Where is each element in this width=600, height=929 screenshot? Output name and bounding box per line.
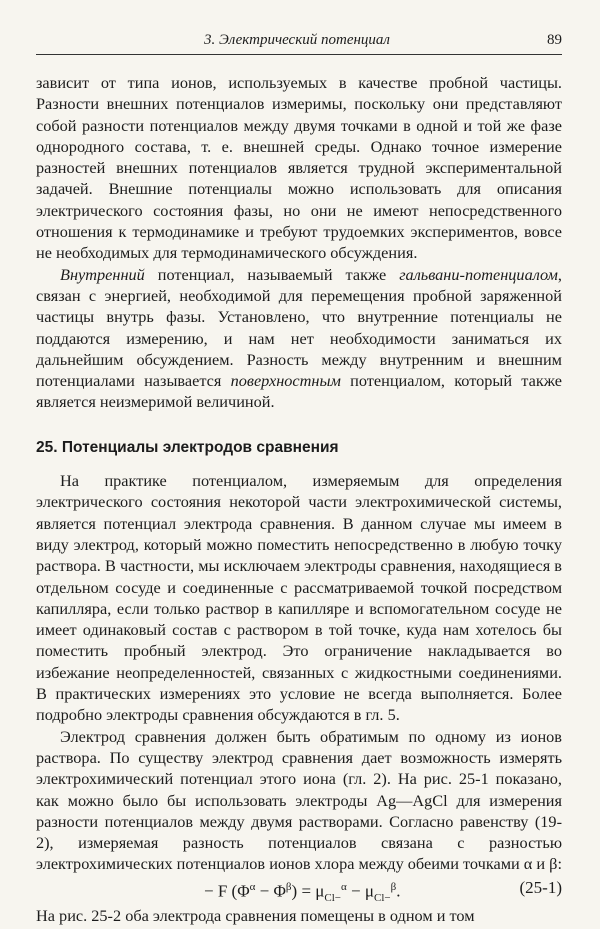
eq-sup: β (390, 880, 397, 893)
paragraph-inner-potential (36, 264, 562, 413)
text-run: потенциал, называемый также (144, 264, 400, 284)
text-run: , связан с энергией, необходимой для перемещения пробной заряженной частицы внутрь фазы. Установлено, что внутренние потенциалы не поддаются измерению, и нам нет необходимости заниматься их дальнейшим обсуждением. Разность между внутренним и внешним потенциалами называется (36, 264, 562, 391)
eq-part: − μ (346, 881, 374, 901)
text-run: потенциалом, который также является неизмеримой величиной. (36, 371, 562, 412)
eq-sub: Cl− (373, 891, 391, 904)
eq-part: − Φ (255, 881, 286, 901)
equation-number: (25-1) (519, 877, 562, 897)
eq-part: . (396, 881, 401, 901)
paragraph-last: На рис. 25-2 оба электрода сравнения помещены в одном и том (36, 905, 475, 925)
section-heading: 25. Потенциалы электродов сравнения (36, 438, 339, 456)
page-number: 89 (547, 32, 562, 48)
running-header (36, 30, 562, 55)
eq-part: ) = μ (291, 881, 325, 901)
paragraph-practice: На практике потенциалом, измеряемым для определения электрического состояния некоторой части электрохимической системы, является потенциал электрода сравнения. В данном случае мы имеем в виду электрод, который можно поместить непосредственно в любую точку раствора. В частности, мы исключаем электроды сравнения, находящиеся в отдельном сосуде и соединенные с рассматриваемой точкой посредством капилляра, если только раствор в капилляре и вспомогательном сосуде не имеет одинаковый состав с раствором в той точке, куда нам хотелось бы поместить пробный электрод. Это ограничение накладывается во избежание неопределенностей, связанных с жидкостными соединениями. В практических измерениях это условие не всегда выполняется. Более подробно электроды сравнения обсуждаются в гл. 5. (36, 471, 562, 725)
eq-sup-beta: β (285, 880, 292, 893)
equation-25-1 (36, 877, 562, 903)
paragraph-reference-electrode: Электрод сравнения должен быть обратимым по одному из ионов раствора. По существу электрод сравнения дает возможность измерять электрохимический потенциал этого иона (гл. 2). На рис. 25-1 показано, как можно было бы использовать электроды Ag—AgCl для измерения разности потенциалов между двумя растворами. Согласно равенству (19-2), измеряемая разность потенциалов связана с разностью электрохимических потенциалов ионов хлора между обеими точками α и β: (36, 726, 562, 874)
page-body (36, 72, 562, 926)
eq-sup: α (341, 880, 347, 893)
term-galvani: гальвани-потенциалом (399, 264, 558, 284)
term-surface: поверхностным (230, 371, 341, 391)
eq-sup-alpha: α (249, 880, 256, 893)
eq-part: − F (Φ (204, 881, 250, 901)
chapter-title: 3. Электрический потенциал (204, 32, 390, 48)
paragraph-continuation: зависит от типа ионов, используемых в качестве пробной частицы. Разности внешних потенциалов измеримы, поскольку они представляют собой разности потенциалов между двумя точками в одной и той же фазе однородного состава, т. е. внешней среды. Однако точное измерение разностей внешних потенциалов является трудной экспериментальной задачей. Внешние потенциалы можно использовать для описания электрического состояния фазы, но они не имеют непосредственного отношения к термодинамике и требуют трудоемких экспериментов, вовсе не необходимых для термодинамического обсуждения. (36, 73, 562, 263)
term-inner: Внутренний (60, 264, 145, 284)
eq-sub: Cl− (324, 891, 342, 904)
equation-expression (204, 877, 400, 909)
